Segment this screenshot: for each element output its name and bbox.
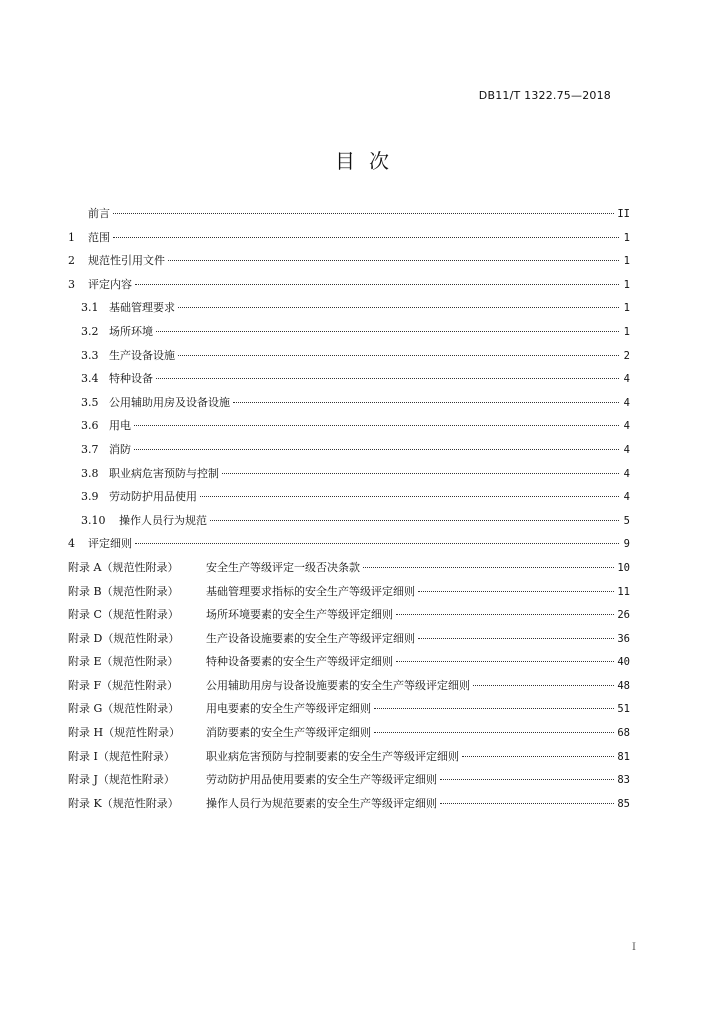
toc-entry-title: 劳动防护用品使用: [109, 490, 197, 504]
toc-entry-title: 劳动防护用品使用要素的安全生产等级评定细则: [206, 773, 437, 787]
toc-dot-leader: [135, 534, 619, 544]
toc-entry-page: II: [617, 208, 630, 220]
toc-entry[interactable]: [68, 273, 630, 297]
toc-entry[interactable]: [68, 697, 630, 721]
toc-entry-title: 职业病危害预防与控制要素的安全生产等级评定细则: [206, 749, 459, 763]
toc-entry-number: 附录 B（规范性附录）: [68, 584, 179, 598]
page-title: 目次: [335, 149, 403, 173]
toc-dot-leader: [374, 723, 614, 733]
toc-entry-number: 3.4: [81, 372, 99, 386]
toc-dot-leader: [233, 393, 619, 403]
toc-dot-leader: [473, 676, 614, 686]
toc-entry-title: 消防要素的安全生产等级评定细则: [206, 726, 371, 740]
toc-entry-title: 消防: [109, 442, 131, 456]
toc-entry-title: 生产设备设施要素的安全生产等级评定细则: [206, 631, 415, 645]
toc-dot-leader: [396, 605, 614, 615]
toc-dot-leader: [440, 770, 614, 780]
toc-dot-leader: [200, 487, 619, 497]
toc-entry-number: 3.2: [81, 324, 99, 338]
toc-entry-page: 48: [617, 679, 630, 692]
toc-entry-page: 81: [617, 750, 630, 763]
toc-entry[interactable]: [68, 367, 630, 391]
toc-entry[interactable]: [68, 603, 630, 627]
toc-entry[interactable]: [68, 485, 630, 509]
toc-entry-number: 4: [68, 537, 75, 551]
toc-entry-title: 职业病危害预防与控制: [109, 466, 219, 480]
toc-entry[interactable]: [68, 627, 630, 651]
toc-dot-leader: [418, 629, 614, 639]
toc-entry[interactable]: [68, 414, 630, 438]
toc-entry-title: 评定细则: [88, 537, 132, 551]
toc-entry-number: 3.9: [81, 490, 99, 504]
toc-entry-number: 3: [68, 277, 75, 291]
toc-entry[interactable]: [68, 462, 630, 486]
toc-dot-leader: [363, 558, 614, 568]
toc-entry-page: 83: [617, 774, 630, 787]
toc-entry-title: 前言: [88, 207, 110, 220]
toc-entry-number: 3.3: [81, 348, 99, 362]
toc-entry-title: 基础管理要求: [109, 301, 175, 315]
toc-entry[interactable]: [68, 674, 630, 698]
toc-entry[interactable]: [68, 509, 630, 533]
toc-entry-title: 特种设备: [109, 372, 153, 386]
toc-entry-title: 评定内容: [88, 277, 132, 291]
toc-entry-number: 附录 C（规范性附录）: [68, 608, 179, 622]
toc-entry[interactable]: [68, 532, 630, 556]
document-code: DB11/T 1322.75—2018: [478, 89, 611, 102]
toc-entry-number: 附录 K（规范性附录）: [68, 796, 179, 810]
page-number: I: [632, 942, 636, 953]
toc-entry-page: 51: [617, 703, 630, 716]
toc-entry-number: 附录 J（规范性附录）: [68, 773, 175, 787]
toc-entry-page: 40: [617, 656, 630, 669]
toc-entry-title: 场所环境要素的安全生产等级评定细则: [206, 608, 393, 622]
toc-entry-page: 4: [623, 491, 630, 504]
toc-entry-page: 4: [623, 373, 630, 386]
toc-entry-page: 10: [617, 561, 630, 574]
toc-entry-number: 附录 I（规范性附录）: [68, 749, 175, 763]
toc-dot-leader: [135, 275, 619, 285]
toc-entry[interactable]: [68, 792, 630, 816]
toc-entry[interactable]: [68, 344, 630, 368]
toc-entry[interactable]: [68, 296, 630, 320]
toc-dot-leader: [156, 322, 619, 332]
toc-dot-leader: [134, 416, 619, 426]
toc-entry-title: 基础管理要求指标的安全生产等级评定细则: [206, 584, 415, 598]
toc-entry[interactable]: [68, 249, 630, 273]
toc-entry-page: 85: [617, 797, 630, 810]
toc-dot-leader: [178, 298, 619, 308]
toc-entry-page: 2: [623, 349, 630, 362]
toc-entry-title: 规范性引用文件: [88, 254, 165, 268]
toc-entry-title: 操作人员行为规范: [119, 513, 207, 527]
toc-entry-title: 生产设备设施: [109, 348, 175, 362]
toc-entry-number: 附录 A（规范性附录）: [68, 560, 179, 574]
toc-entry-page: 11: [617, 585, 630, 598]
toc-dot-leader: [462, 747, 614, 757]
toc-entry-title: 公用辅助用房与设备设施要素的安全生产等级评定细则: [206, 678, 470, 692]
toc-entry-page: 26: [617, 609, 630, 622]
toc-entry[interactable]: [68, 650, 630, 674]
toc-entry-title: 用电: [109, 419, 131, 433]
toc-entry[interactable]: [68, 745, 630, 769]
toc-entry-number: 附录 D（规范性附录）: [68, 631, 180, 645]
toc-dot-leader: [113, 204, 614, 214]
toc-entry-page: 1: [623, 325, 630, 338]
toc-entry-page: 68: [617, 727, 630, 740]
toc-entry-title: 范围: [88, 230, 110, 244]
toc-entry-number: 附录 E（规范性附录）: [68, 655, 179, 669]
toc-dot-leader: [374, 699, 614, 709]
toc-dot-leader: [210, 511, 619, 521]
toc-entry-page: 1: [623, 255, 630, 268]
toc-entry[interactable]: [68, 721, 630, 745]
toc-entry-number: 3.7: [81, 442, 99, 456]
toc-entry-page: 4: [623, 467, 630, 480]
toc-dot-leader: [113, 228, 619, 238]
toc-dot-leader: [440, 794, 614, 804]
toc-entry-title: 操作人员行为规范要素的安全生产等级评定细则: [206, 796, 437, 810]
toc-entry[interactable]: [68, 202, 630, 226]
toc-entry[interactable]: [68, 580, 630, 604]
toc-entry-page: 4: [623, 443, 630, 456]
toc-entry-title: 场所环境: [109, 324, 153, 338]
toc-entry-title: 安全生产等级评定一级否决条款: [206, 560, 360, 574]
toc-entry-number: 3.1: [81, 301, 99, 315]
toc-entry-title: 用电要素的安全生产等级评定细则: [206, 702, 371, 716]
toc-entry[interactable]: [68, 391, 630, 415]
toc-entry-page: 9: [623, 538, 630, 551]
toc-entry-page: 36: [617, 632, 630, 645]
toc-entry[interactable]: [68, 320, 630, 344]
toc-dot-leader: [396, 652, 614, 662]
toc-entry-number: 3.5: [81, 395, 99, 409]
toc-dot-leader: [134, 440, 619, 450]
toc-entry-number: 3.8: [81, 466, 99, 480]
toc-dot-leader: [156, 369, 619, 379]
toc-dot-leader: [178, 346, 619, 356]
toc-entry-number: 1: [68, 230, 75, 244]
toc-entry-number: 附录 G（规范性附录）: [68, 702, 180, 716]
toc-entry-number: 3.10: [81, 513, 106, 527]
toc-entry[interactable]: [68, 438, 630, 462]
toc-entry-number: 附录 H（规范性附录）: [68, 726, 181, 740]
toc-entry[interactable]: [68, 556, 630, 580]
toc-entry-title: 公用辅助用房及设备设施: [109, 395, 230, 409]
toc-entry-page: 5: [623, 514, 630, 527]
toc-entry-page: 1: [623, 231, 630, 244]
toc-entry-page: 1: [623, 302, 630, 315]
toc-entry[interactable]: [68, 768, 630, 792]
toc-dot-leader: [418, 582, 614, 592]
toc-dot-leader: [168, 251, 619, 261]
toc-entry-page: 4: [623, 396, 630, 409]
toc-entry-number: 附录 F（规范性附录）: [68, 678, 179, 692]
table-of-contents: [68, 202, 630, 815]
toc-entry-page: 1: [623, 278, 630, 291]
toc-entry-page: 4: [623, 420, 630, 433]
toc-entry-title: 特种设备要素的安全生产等级评定细则: [206, 655, 393, 669]
toc-entry-number: 2: [68, 254, 75, 268]
toc-dot-leader: [222, 464, 619, 474]
toc-entry-number: 3.6: [81, 419, 99, 433]
toc-entry[interactable]: [68, 226, 630, 250]
